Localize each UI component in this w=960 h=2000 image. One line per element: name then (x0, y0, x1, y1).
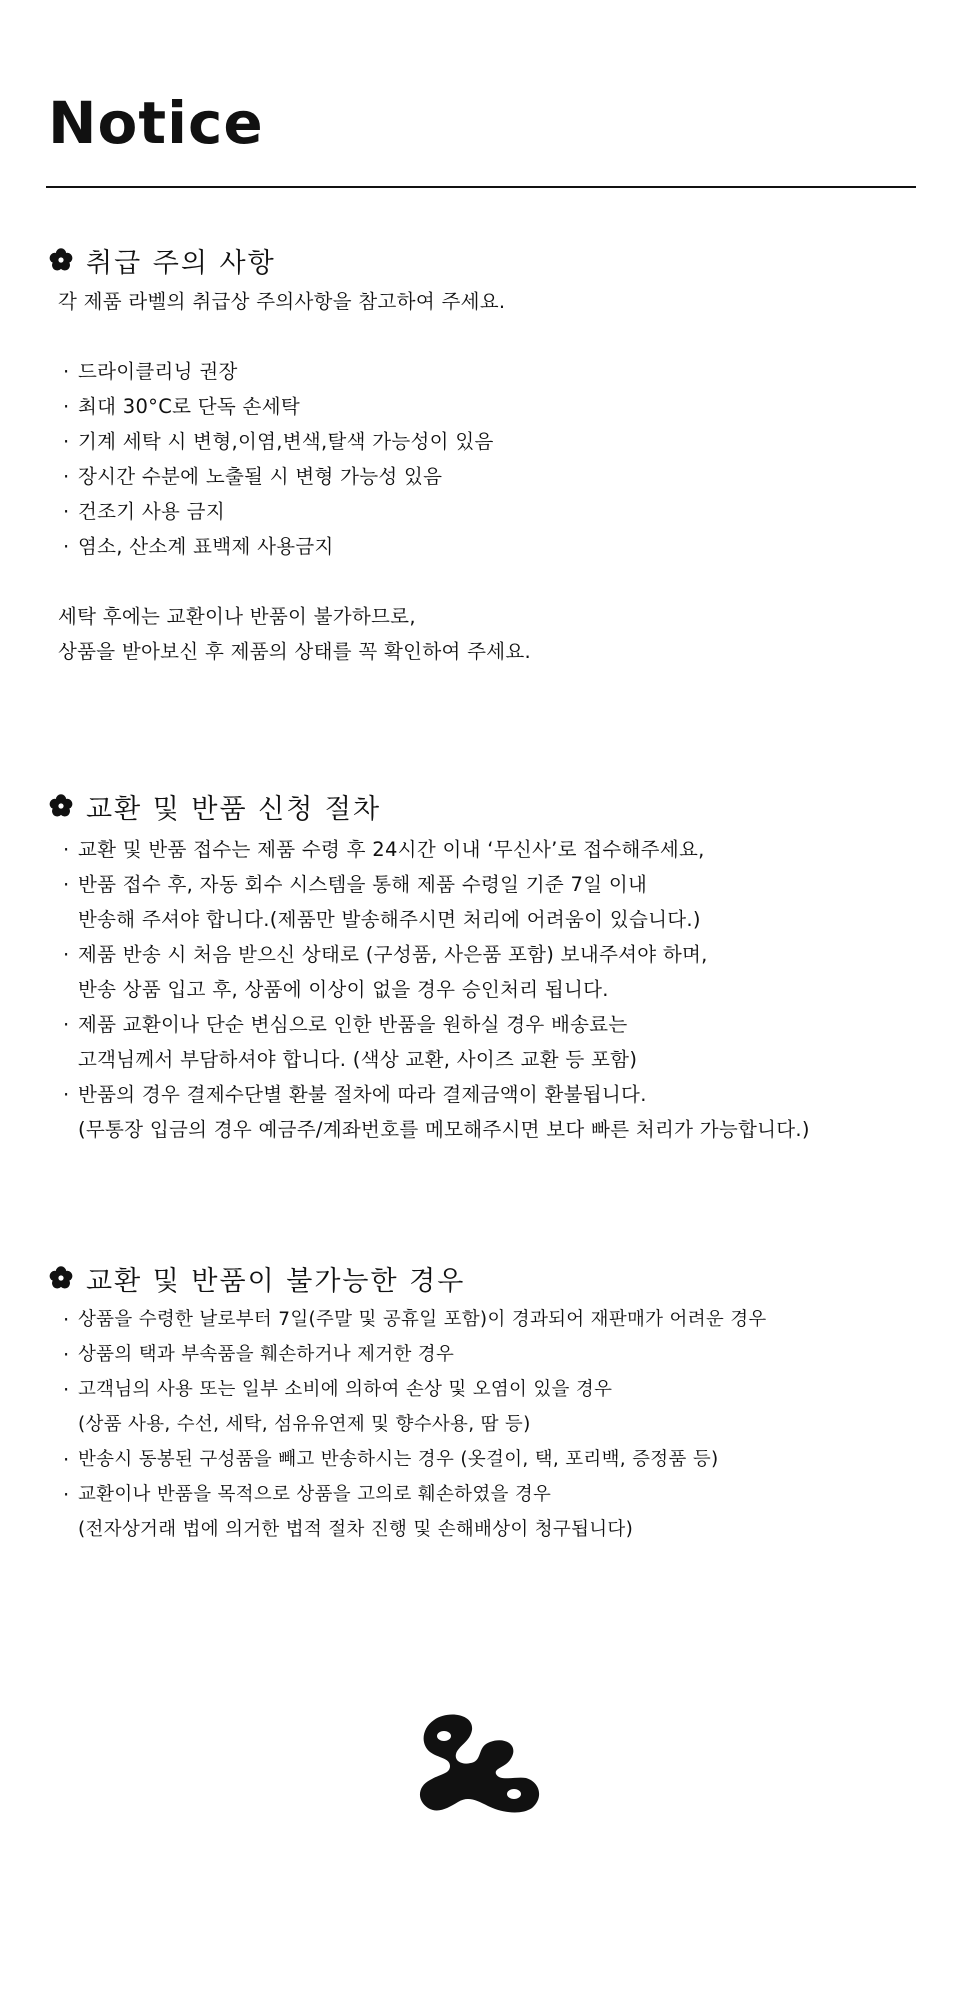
impossible-section (48, 1258, 948, 1547)
bullet-icon: · (63, 535, 70, 558)
exchange-heading-text: 교환 및 반품 신청 절차 (86, 793, 382, 825)
flower-icon (48, 793, 74, 819)
brand-logo (414, 1712, 546, 1816)
list-item-text: 교환이나 반품을 목적으로 상품을 고의로 훼손하였을 경우 (78, 1484, 552, 1505)
list-item-text: 염소, 산소계 표백제 사용금지 (78, 535, 334, 558)
bullet-icon: · (63, 1308, 70, 1331)
list-item-text: (무통장 입금의 경우 예금주/계좌번호를 메모해주시면 보다 빠른 처리가 가능합니다.) (78, 1118, 810, 1141)
list-item-text: 반품의 경우 결제수단별 환불 절차에 따라 결제금액이 환불됩니다. (78, 1083, 647, 1106)
list-item (48, 1372, 948, 1442)
bullet-icon: · (63, 395, 70, 418)
list-item-text: 고객님께서 부담하셔야 합니다. (색상 교환, 사이즈 교환 등 포함) (78, 1048, 638, 1071)
list-item (48, 1442, 948, 1477)
bullet-icon: · (63, 1013, 70, 1036)
exchange-heading (48, 786, 948, 826)
care-outro-line: 세탁 후에는 교환이나 반품이 불가하므로, (58, 605, 416, 628)
brand-logo-icon (414, 1712, 546, 1816)
bullet-icon: · (63, 430, 70, 453)
bullet-icon: · (63, 1448, 70, 1471)
bullet-icon: · (63, 943, 70, 966)
page-title: Notice (48, 89, 264, 157)
list-item (48, 867, 948, 937)
list-item (48, 937, 948, 1007)
bullet-icon: · (63, 1083, 70, 1106)
care-intro: 각 제품 라벨의 취급상 주의사항을 참고하여 주세요. (58, 290, 506, 313)
care-section (48, 240, 948, 669)
impossible-heading (48, 1258, 948, 1298)
list-item-text: 제품 반송 시 처음 받으신 상태로 (구성품, 사은품 포함) 보내주셔야 하며, (78, 943, 708, 966)
list-item-text: 드라이클리닝 권장 (78, 360, 238, 383)
list-item (48, 424, 948, 459)
care-list (48, 354, 948, 564)
care-outro-line: 상품을 받아보신 후 제품의 상태를 꼭 확인하여 주세요. (58, 640, 532, 663)
bullet-icon: · (63, 500, 70, 523)
flower-icon (48, 1265, 74, 1291)
list-item-text: (전자상거래 법에 의거한 법적 절차 진행 및 손해배상이 청구됩니다) (78, 1519, 634, 1540)
list-item (48, 354, 948, 389)
exchange-list (48, 832, 948, 1147)
bullet-icon: · (63, 1483, 70, 1506)
list-item (48, 1477, 948, 1547)
list-item (48, 459, 948, 494)
list-item (48, 1302, 948, 1337)
title-divider (46, 186, 916, 188)
list-item-text: 반송 상품 입고 후, 상품에 이상이 없을 경우 승인처리 됩니다. (78, 978, 609, 1001)
bullet-icon: · (63, 873, 70, 896)
list-item (48, 1077, 948, 1147)
list-item-text: 최대 30°C로 단독 손세탁 (78, 395, 300, 418)
bullet-icon: · (63, 1378, 70, 1401)
flower-icon (48, 247, 74, 273)
list-item-text: 장시간 수분에 노출될 시 변형 가능성 있음 (78, 465, 443, 488)
list-item-text: 건조기 사용 금지 (78, 500, 225, 523)
list-item (48, 1007, 948, 1077)
exchange-section (48, 786, 948, 1147)
list-item-text: 반송해 주셔야 합니다.(제품만 발송해주시면 처리에 어려움이 있습니다.) (78, 908, 701, 931)
bullet-icon: · (63, 465, 70, 488)
list-item (48, 494, 948, 529)
care-heading (48, 240, 948, 280)
list-item (48, 389, 948, 424)
impossible-heading-text: 교환 및 반품이 불가능한 경우 (86, 1265, 466, 1297)
list-item-text: 반송시 동봉된 구성품을 빼고 반송하시는 경우 (옷걸이, 택, 포리백, 증정품 등) (78, 1449, 719, 1470)
list-item-text: (상품 사용, 수선, 세탁, 섬유유연제 및 향수사용, 땀 등) (78, 1414, 531, 1435)
care-heading-text: 취급 주의 사항 (86, 247, 276, 279)
bullet-icon: · (63, 1343, 70, 1366)
impossible-list (48, 1302, 948, 1547)
list-item-text: 제품 교환이나 단순 변심으로 인한 반품을 원하실 경우 배송료는 (78, 1013, 628, 1036)
list-item-text: 기계 세탁 시 변형,이염,변색,탈색 가능성이 있음 (78, 430, 494, 453)
list-item-text: 교환 및 반품 접수는 제품 수령 후 24시간 이내 ‘무신사’로 접수해주세요, (78, 838, 705, 861)
list-item (48, 832, 948, 867)
list-item-text: 상품의 택과 부속품을 훼손하거나 제거한 경우 (78, 1344, 455, 1365)
bullet-icon: · (63, 360, 70, 383)
list-item-text: 상품을 수령한 날로부터 7일(주말 및 공휴일 포함)이 경과되어 재판매가 어려운 경우 (78, 1309, 767, 1330)
list-item (48, 1337, 948, 1372)
list-item-text: 고객님의 사용 또는 일부 소비에 의하여 손상 및 오염이 있을 경우 (78, 1379, 613, 1400)
list-item (48, 529, 948, 564)
bullet-icon: · (63, 838, 70, 861)
list-item-text: 반품 접수 후, 자동 회수 시스템을 통해 제품 수령일 기준 7일 이내 (78, 873, 648, 896)
